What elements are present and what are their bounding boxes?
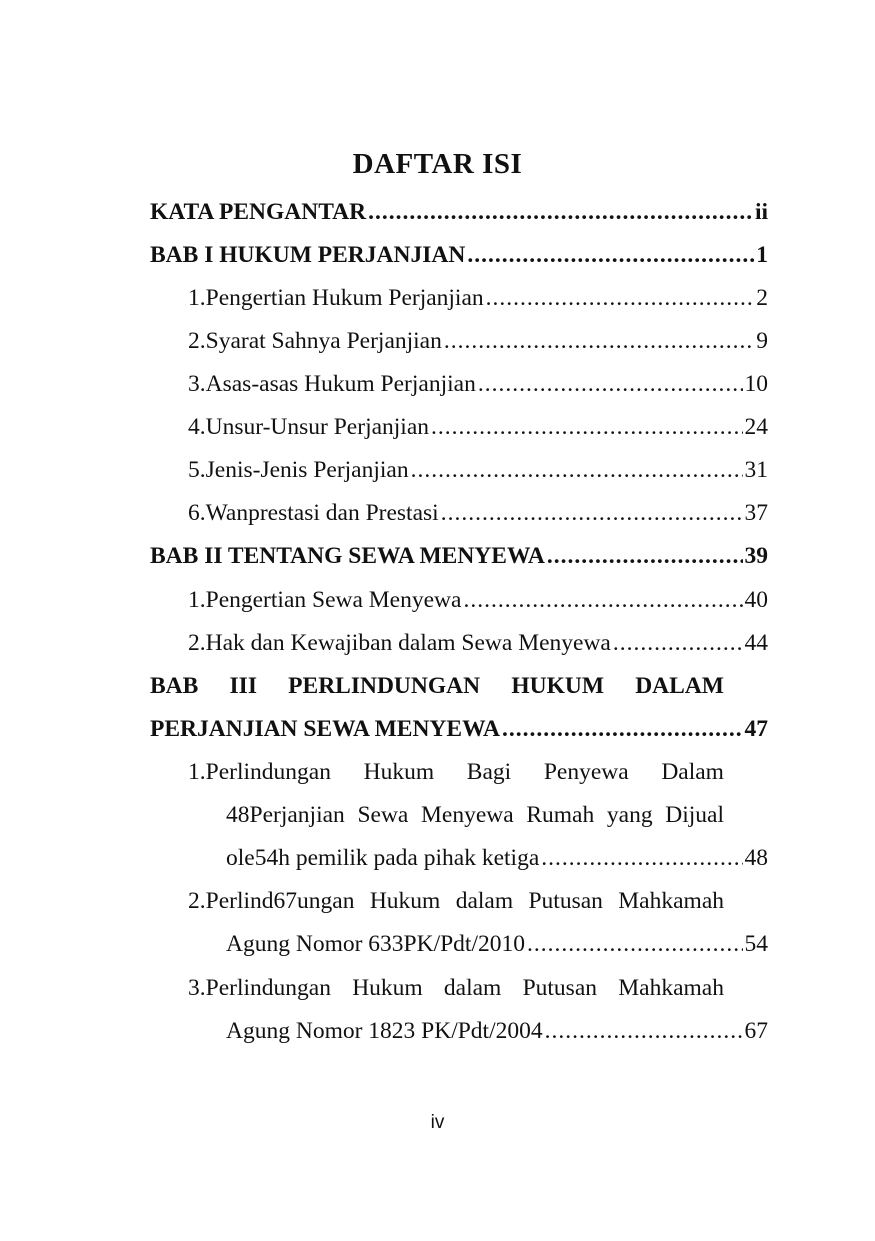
page-title: DAFTAR ISI: [352, 148, 523, 180]
toc-label: 1.Pengertian Sewa Menyewa: [188, 587, 462, 613]
toc-label: BAB I HUKUM PERJANJIAN: [150, 242, 466, 268]
toc-entry-bab-3-1-line2[interactable]: 48Perjanjian Sewa Menyewa Rumah yang Dijual: [226, 802, 724, 828]
toc-page: 67: [744, 1018, 768, 1044]
toc-label: BAB II TENTANG SEWA MENYEWA: [150, 543, 545, 569]
toc-word: PERLINDUNGAN: [288, 673, 481, 699]
toc-page: 39: [744, 543, 768, 569]
toc-page: 24: [744, 414, 768, 440]
toc-page: 48: [744, 845, 768, 871]
dot-leader: [368, 199, 753, 226]
dot-leader: [467, 242, 754, 269]
toc-entry-bab-3-2-line2[interactable]: [226, 931, 768, 963]
toc-entry-bab-2-1[interactable]: [188, 587, 768, 619]
dot-leader: [444, 328, 754, 355]
dot-leader: [486, 285, 755, 312]
toc-page: 54: [744, 931, 768, 957]
toc-label: 5.Jenis-Jenis Perjanjian: [188, 457, 409, 483]
toc-word: 1.Perlindungan: [188, 759, 331, 785]
toc-word: Dalam: [661, 759, 724, 785]
dot-leader: [478, 371, 743, 398]
toc-label: 6.Wanprestasi dan Prestasi: [188, 500, 439, 526]
dot-leader: [541, 845, 742, 872]
toc-entry-bab-3-3-line2[interactable]: [226, 1018, 768, 1050]
toc-page: ii: [754, 199, 768, 225]
toc-label: 1.Pengertian Hukum Perjanjian: [188, 285, 484, 311]
toc-page: 47: [744, 716, 768, 742]
dot-leader: [613, 630, 743, 657]
toc-word: 3.Perlindungan: [188, 975, 331, 1001]
toc-page: 10: [744, 371, 768, 397]
dot-leader: [527, 931, 743, 958]
toc-label: ole54h pemilik pada pihak ketiga: [226, 845, 540, 871]
dot-leader: [547, 543, 743, 570]
toc-label: 2.Hak dan Kewajiban dalam Sewa Menyewa: [188, 630, 611, 656]
toc-word: Hukum: [363, 759, 435, 785]
toc-word: Putusan: [522, 975, 598, 1001]
toc-word: HUKUM: [511, 673, 604, 699]
toc-entry-bab-3-1-line1[interactable]: [188, 759, 724, 786]
toc-label: PERJANJIAN SEWA MENYEWA: [150, 716, 500, 742]
toc-label: Agung Nomor 633PK/Pdt/2010: [226, 931, 525, 957]
toc-word: BAB: [150, 673, 199, 699]
toc-label: 2.Syarat Sahnya Perjanjian: [188, 328, 442, 354]
toc-page: 2: [756, 285, 768, 311]
toc-word: Penyewa: [543, 759, 629, 785]
toc-entry-bab-1[interactable]: [150, 242, 768, 274]
toc-entry-bab-1-3[interactable]: [188, 371, 768, 403]
toc-word: DALAM: [635, 673, 724, 699]
toc-page: 9: [756, 328, 768, 354]
dot-leader: [411, 457, 743, 484]
dot-leader: [502, 716, 743, 743]
toc-entry-bab-1-6[interactable]: [188, 500, 768, 532]
toc-entry-bab-3-line2[interactable]: [150, 716, 768, 748]
toc-entry-bab-2[interactable]: [150, 543, 768, 575]
toc-word: Mahkamah: [618, 975, 724, 1001]
toc-label: Agung Nomor 1823 PK/Pdt/2004: [226, 1018, 543, 1044]
toc-word: Hukum: [352, 975, 423, 1001]
toc-word: III: [229, 673, 257, 699]
toc-entry-bab-3-3-line1[interactable]: [188, 975, 724, 1002]
toc-entry-kata-pengantar[interactable]: [150, 199, 768, 231]
toc-word: Bagi: [466, 759, 512, 785]
dot-leader: [545, 1018, 743, 1045]
toc-entry-bab-1-2[interactable]: [188, 328, 768, 360]
toc-entry-bab-1-5[interactable]: [188, 457, 768, 489]
toc-page: 40: [744, 587, 768, 613]
toc-entry-bab-1-4[interactable]: [188, 414, 768, 446]
page-number: iv: [430, 1112, 445, 1133]
toc-page: 44: [744, 630, 768, 656]
toc-entry-bab-2-2[interactable]: [188, 630, 768, 662]
toc-page: 31: [744, 457, 768, 483]
toc-entry-bab-3-line1[interactable]: [150, 673, 724, 700]
toc-page: 1: [756, 242, 768, 268]
toc-word: dalam: [443, 975, 502, 1001]
dot-leader: [441, 500, 743, 527]
dot-leader: [463, 587, 742, 614]
toc-label: 3.Asas-asas Hukum Perjanjian: [188, 371, 476, 397]
toc-entry-bab-3-2-line1[interactable]: 2.Perlind67ungan Hukum dalam Putusan Mahkamah: [188, 888, 724, 914]
toc-label: KATA PENGANTAR: [150, 199, 367, 225]
dot-leader: [431, 414, 742, 441]
toc-page: 37: [744, 500, 768, 526]
toc-label: 4.Unsur-Unsur Perjanjian: [188, 414, 430, 440]
toc-entry-bab-1-1[interactable]: [188, 285, 768, 317]
toc-entry-bab-3-1-line3[interactable]: [226, 845, 768, 877]
